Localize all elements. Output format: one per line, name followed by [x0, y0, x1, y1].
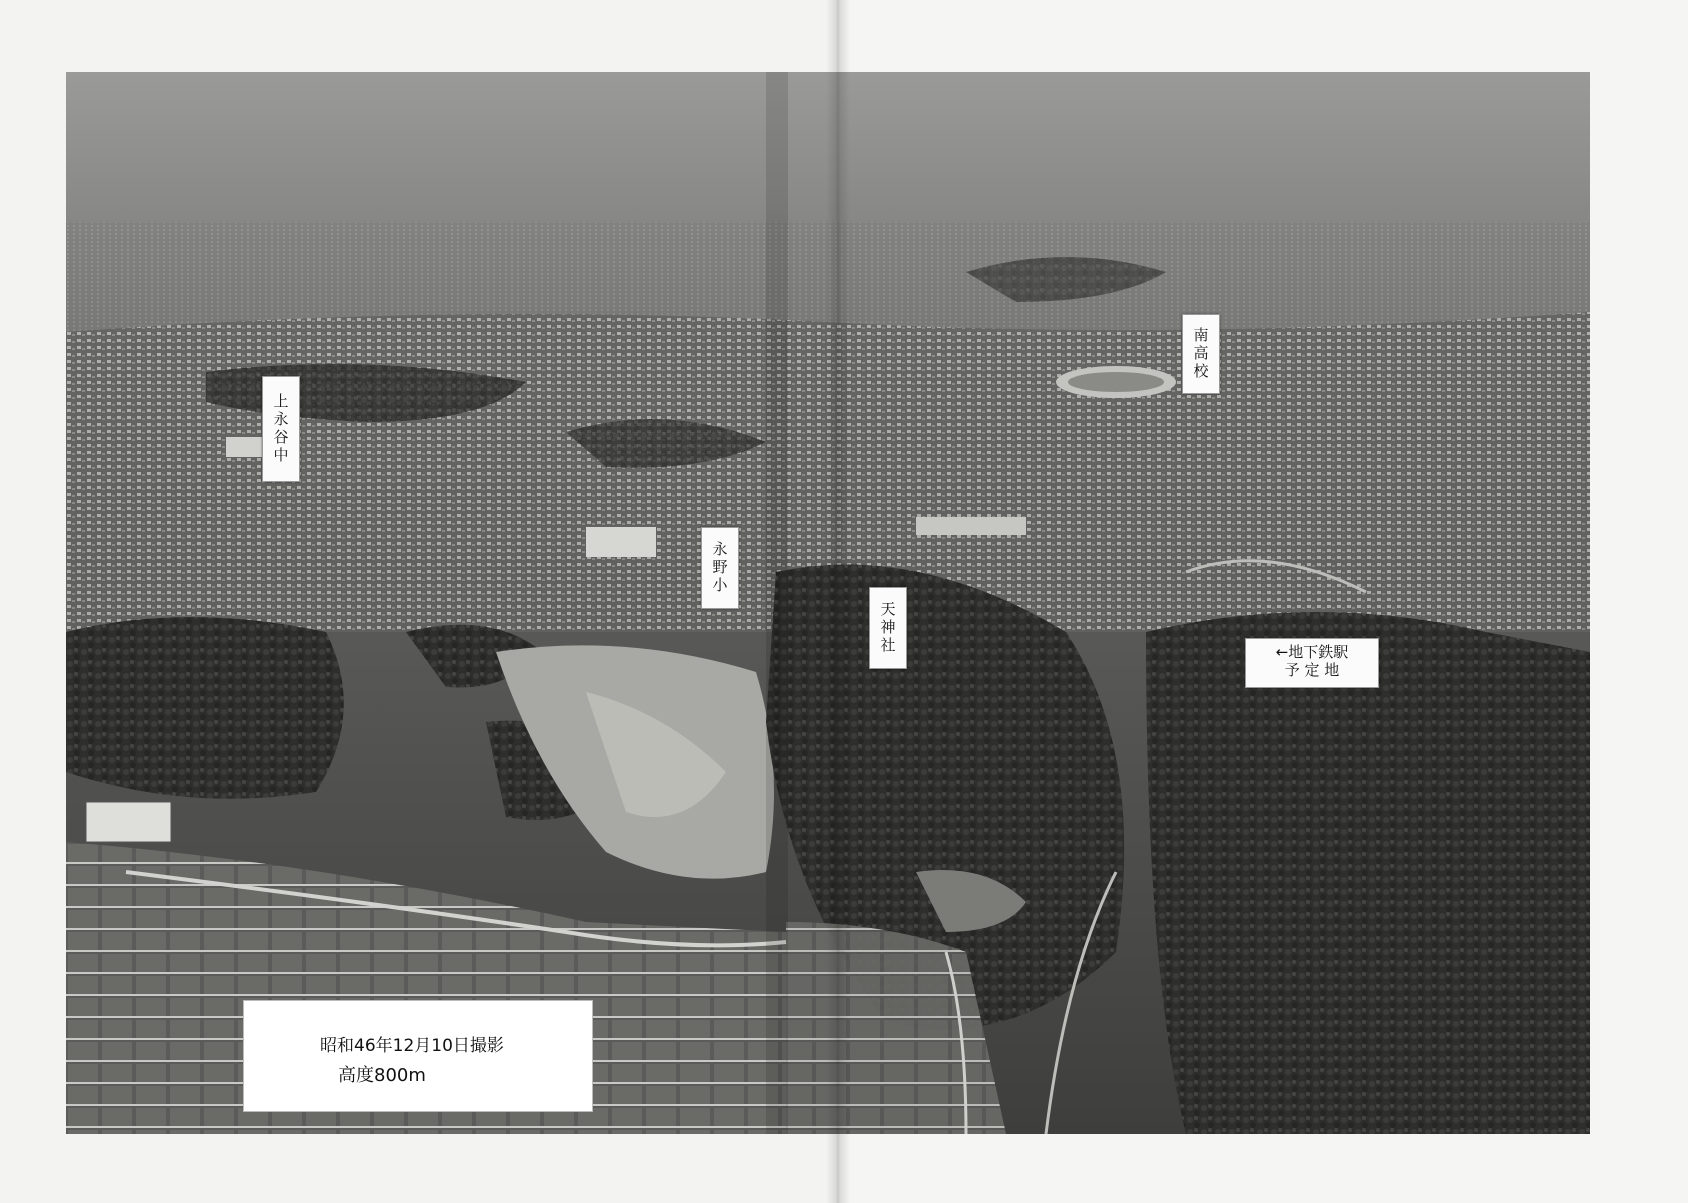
label-subway-line2: 予 定 地	[1284, 661, 1340, 679]
label-kaminagaya-junior-high: 上永谷中	[262, 376, 300, 482]
label-nagano-elementary: 永野小	[701, 527, 739, 609]
label-tenjin-shrine: 天神社	[869, 587, 907, 669]
caption-date: 昭和46年12月10日撮影	[320, 1036, 504, 1056]
label-subway-line1: ←地下鉄駅	[1275, 643, 1349, 661]
label-subway-station-planned-site	[1245, 638, 1379, 688]
label-minami-high-school: 南高校	[1182, 314, 1220, 394]
caption-altitude: 高度800m	[338, 1065, 426, 1086]
photo-caption-box	[243, 1000, 593, 1112]
book-gutter	[826, 0, 850, 1203]
